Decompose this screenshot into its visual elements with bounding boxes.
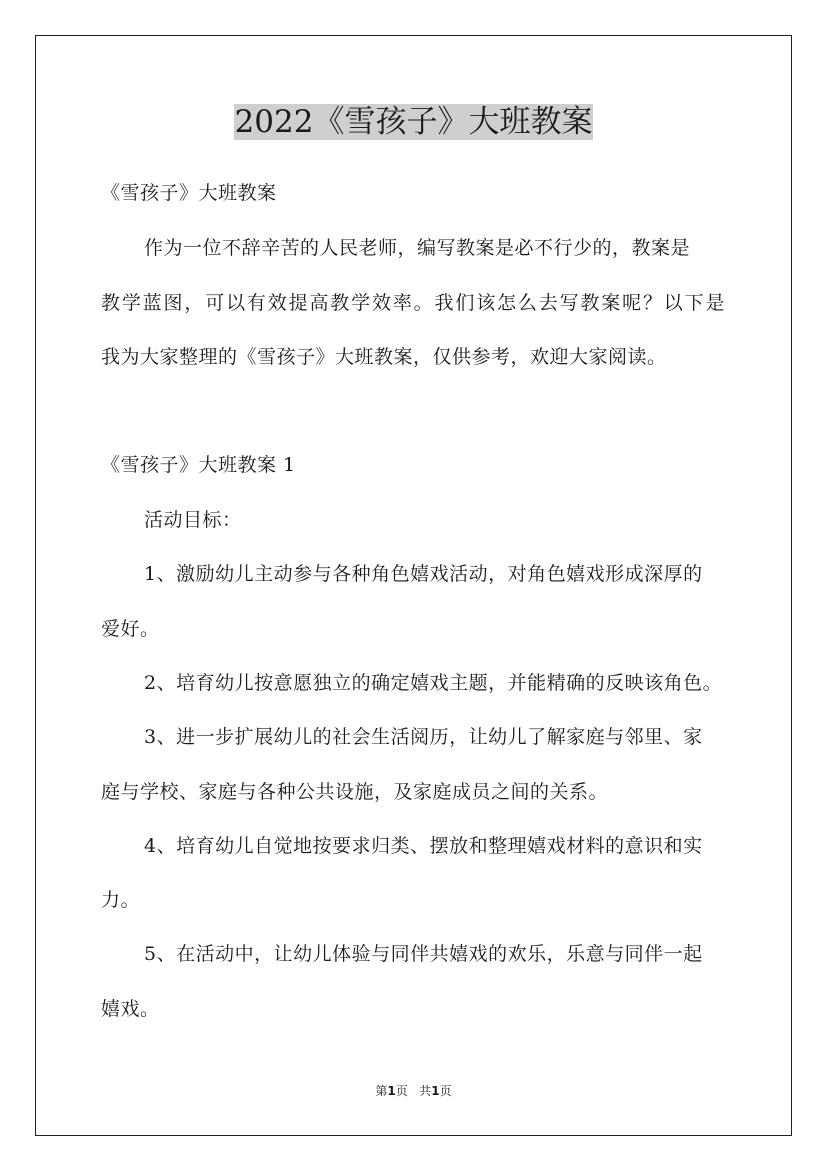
footer-total-number: 1 — [431, 1084, 440, 1098]
goal-item-5-line-2: 嬉戏。 — [101, 998, 160, 1020]
intro-line-1: 作为一位不辞辛苦的人民老师，编写教案是必不行少的，教案是 — [144, 237, 691, 259]
goal-item-5-line-1: 5、在活动中，让幼儿体验与同伴共嬉戏的欢乐，乐意与同伴一起 — [144, 943, 703, 965]
page-footer — [0, 1082, 827, 1099]
document-title-text: 2022《雪孩子》大班教案 — [234, 104, 593, 140]
intro-line-3: 我为大家整理的《雪孩子》大班教案，仅供参考，欢迎大家阅读。 — [101, 346, 667, 368]
goal-item-3-line-2: 庭与学校、家庭与各种公共设施，及家庭成员之间的关系。 — [101, 781, 609, 803]
footer-page-suffix: 页 — [395, 1084, 408, 1098]
goal-item-3-line-1: 3、进一步扩展幼儿的社会生活阅历，让幼儿了解家庭与邻里、家 — [144, 726, 703, 748]
footer-page-prefix: 第 — [375, 1084, 388, 1098]
footer-page-number: 1 — [387, 1084, 396, 1098]
section-heading: 《雪孩子》大班教案 1 — [101, 454, 296, 476]
goal-item-2-line-1: 2、培育幼儿按意愿独立的确定嬉戏主题，并能精确的反映该角色。 — [144, 672, 723, 694]
footer-total-prefix: 共 — [419, 1084, 432, 1098]
goal-item-1-line-1: 1、激励幼儿主动参与各种角色嬉戏活动，对角色嬉戏形成深厚的 — [144, 563, 703, 585]
document-title — [0, 100, 827, 144]
intro-line-2: 教学蓝图，可以有效提高教学效率。我们该怎么去写教案呢？以下是 — [101, 292, 725, 314]
goal-item-4-line-2: 力。 — [101, 889, 141, 911]
subtitle: 《雪孩子》大班教案 — [101, 182, 277, 204]
goal-item-1-line-2: 爱好。 — [101, 618, 160, 640]
goals-label: 活动目标： — [144, 509, 242, 531]
goal-item-4-line-1: 4、培育幼儿自觉地按要求归类、摆放和整理嬉戏材料的意识和实 — [144, 835, 703, 857]
footer-total-suffix: 页 — [439, 1084, 452, 1098]
